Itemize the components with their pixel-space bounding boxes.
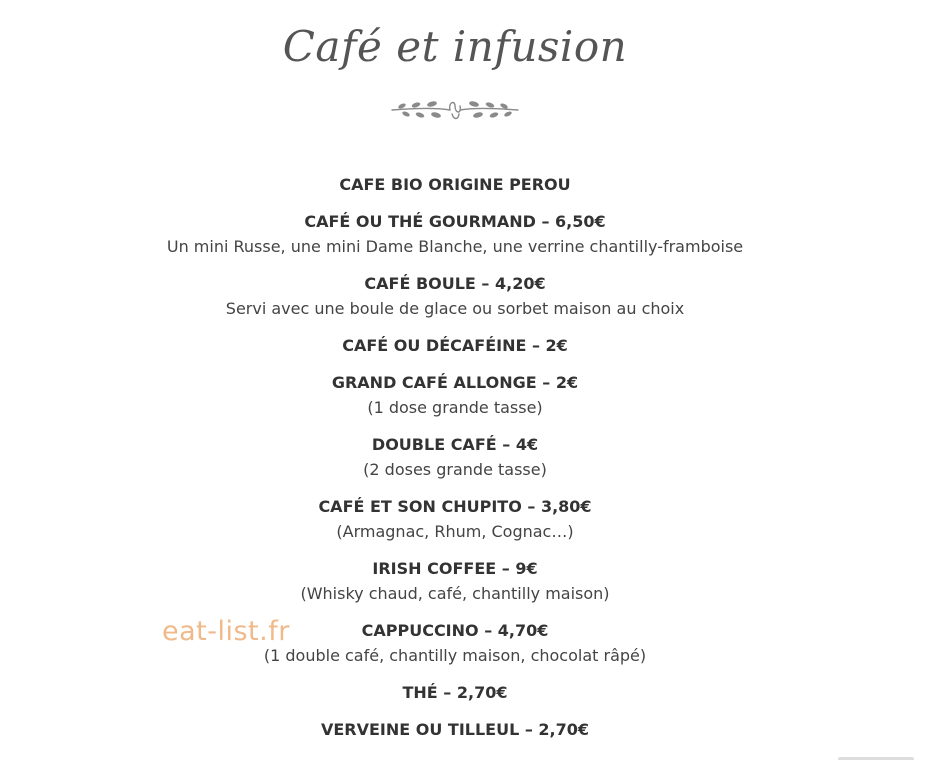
menu-item-name: THÉ – 2,70€ [402, 683, 508, 702]
leaf-ornament-icon [388, 96, 522, 122]
menu-item-description: (Whisky chaud, café, chantilly maison) [300, 584, 610, 603]
menu-item [0, 556, 910, 606]
menu-item-name: CAPPUCCINO – 4,70€ [361, 621, 549, 640]
page-title: Café et infusion [282, 22, 628, 71]
menu-item-description: (1 double café, chantilly maison, chocolat râpé) [263, 646, 647, 665]
menu-item [0, 370, 910, 420]
menu-item-description: (2 doses grande tasse) [363, 460, 547, 479]
menu-item-name: GRAND CAFÉ ALLONGE – 2€ [331, 373, 579, 392]
menu-item [0, 432, 910, 482]
scroll-indicator [838, 757, 914, 760]
menu-item-name: IRISH COFFEE – 9€ [372, 559, 538, 578]
watermark: eat-list.fr [162, 616, 290, 647]
menu-item-name: CAFÉ OU DÉCAFÉINE – 2€ [342, 336, 568, 355]
menu-item [0, 680, 910, 705]
menu-item-name: CAFÉ ET SON CHUPITO – 3,80€ [318, 497, 592, 516]
menu-item [0, 209, 910, 259]
menu-item-name: CAFE BIO ORIGINE PEROU [339, 175, 571, 194]
menu-item [0, 618, 910, 668]
menu-item [0, 494, 910, 544]
menu-item-name: CAFÉ BOULE – 4,20€ [364, 274, 546, 293]
menu-item [0, 333, 910, 358]
menu-item-description: (1 dose grande tasse) [367, 398, 543, 417]
menu-item-name: VERVEINE OU TILLEUL – 2,70€ [320, 720, 590, 739]
menu-item [0, 717, 910, 742]
menu-item-description: (Armagnac, Rhum, Cognac…) [336, 522, 574, 541]
menu-item [0, 271, 910, 321]
menu-item-description: Servi avec une boule de glace ou sorbet maison au choix [225, 299, 685, 318]
menu-item [0, 172, 910, 197]
menu-item-name: DOUBLE CAFÉ – 4€ [371, 435, 539, 454]
menu-list [0, 172, 910, 742]
menu-item-name: CAFÉ OU THÉ GOURMAND – 6,50€ [304, 212, 606, 231]
menu-item-description: Un mini Russe, une mini Dame Blanche, une verrine chantilly-framboise [166, 237, 744, 256]
